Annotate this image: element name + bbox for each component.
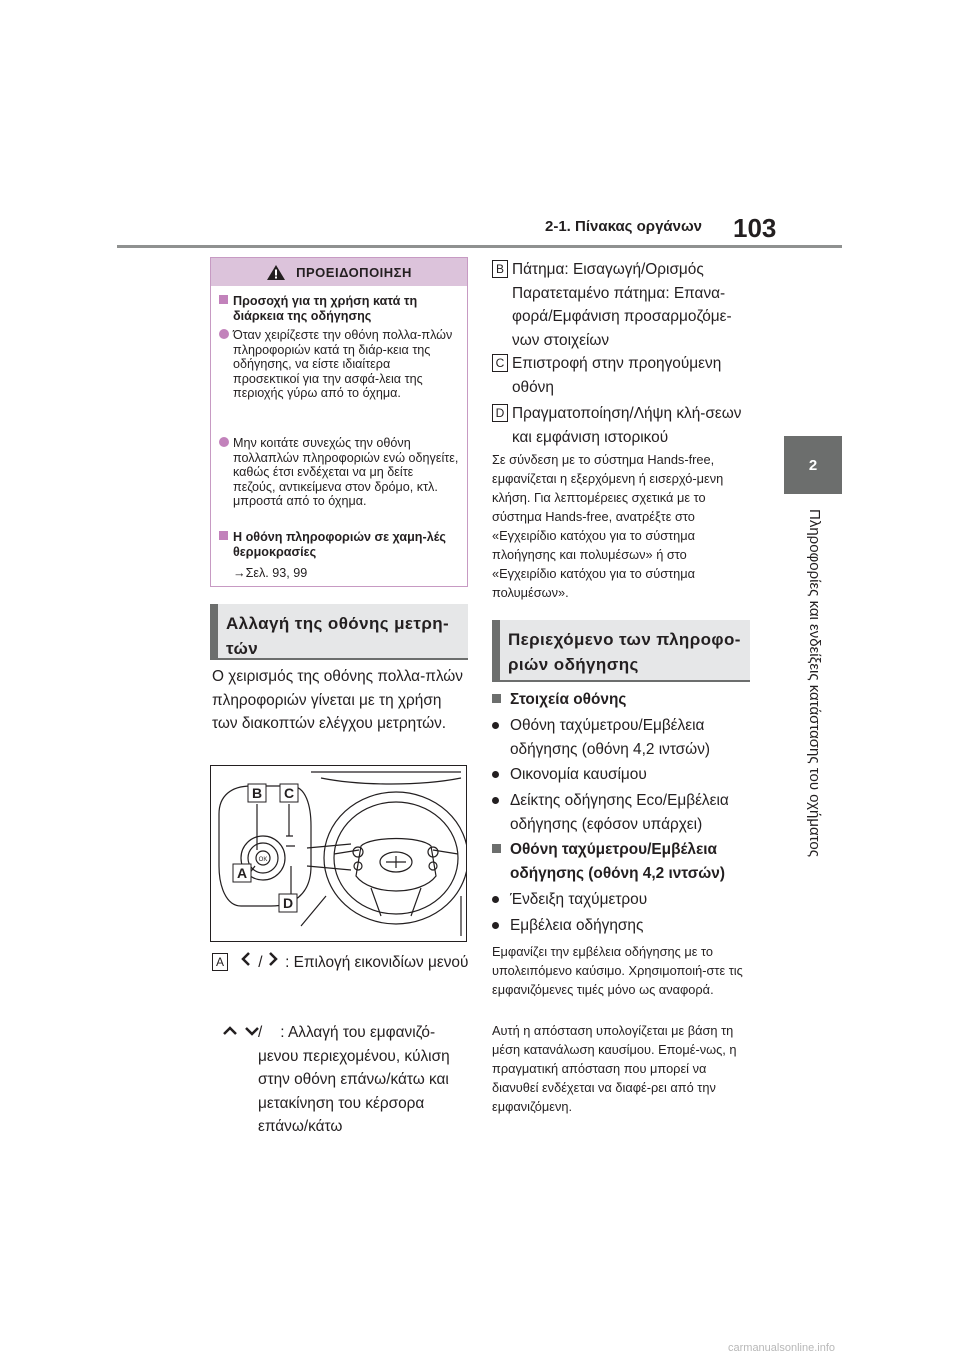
- warning-box: [210, 257, 468, 587]
- separator: /: [258, 954, 263, 971]
- label-a: A: [212, 953, 228, 971]
- intro-paragraph: Ο χειρισμός της οθόνης πολλα-πλών πληροφοριών γίνεται με τη χρήση των διακοπτών ελέγχου μετρητών.: [212, 668, 463, 732]
- sub-heading-speedometer: [492, 838, 750, 885]
- list-item-text: Δείκτης οδήγησης Eco/Εμβέλεια οδήγησης (εφόσον υπάρχει): [510, 792, 729, 833]
- warning-bullet-1: [219, 328, 459, 401]
- hands-free-note: Σε σύνδεση με το σύστημα Hands-free, εμφανίζεται η εξερχόμενη ή εισερχό-μενη κλήση. Για λεπτομέρειες σχετικά με το σύστημα Hands-free, ανατρέξτε στο «Εγχειρίδιο κατόχου για το σύστημα πλοήγησης και πολυμέσων» ή στο «Εγχειρίδιο κατόχου για το σύστημα πολυμέσων».: [492, 452, 724, 600]
- chevron-down-icon: [262, 1021, 280, 1045]
- square-marker-icon: [219, 531, 228, 540]
- chapter-tab: [784, 436, 842, 494]
- warning-ref: [219, 566, 459, 581]
- bullet-icon: [492, 797, 499, 804]
- list-item-text: Ένδειξη ταχύμετρου: [510, 891, 648, 908]
- figure-label-b: B: [251, 785, 263, 801]
- chapter-title-vertical: [806, 509, 833, 889]
- item-b: [492, 258, 750, 352]
- warning-header: [211, 258, 467, 286]
- item-c-text: Επιστροφή στην προηγούμενη οθόνη: [512, 355, 722, 396]
- range-note: Εμφανίζει την εμβέλεια οδήγησης με το υπολειπόμενο καύσιμο. Χρησιμοποιή-στε τις εμφανιζόμενες τιμές μόνο ως αναφορά.: [492, 944, 743, 997]
- list-item-text: Οθόνη ταχύμετρου/Εμβέλεια οδήγησης (οθόνη 4,2 ιντσών): [510, 717, 711, 758]
- bullet-icon: [492, 771, 499, 778]
- list-item-text: Οικονομία καυσίμου: [510, 766, 647, 783]
- item-d: [492, 402, 750, 449]
- sub-heading-2-text: Οθόνη ταχύμετρου/Εμβέλεια οδήγησης (οθόνη 4,2 ιντσών): [510, 841, 725, 882]
- bullet-icon: [492, 896, 499, 903]
- figure-label-a: A: [236, 865, 248, 881]
- chapter-title: Πληροφορίες και ενδείξεις κατάστασης του οχήματος: [806, 509, 823, 857]
- label-b: B: [492, 260, 508, 278]
- warning-bullet-2-text: Μην κοιτάτε συνεχώς την οθόνη πολλαπλών πληροφοριών ενώ οδηγείτε, καθώς έτσι ενδέχεται να μη δείτε πεζούς, αντικείμενα στον δρόμο, κτλ. μπροστά από το όχημα.: [233, 436, 459, 508]
- square-marker-icon: [492, 694, 501, 703]
- sub-heading-display-items: [492, 688, 750, 712]
- header-rule: [117, 245, 842, 248]
- item-b-text: Πάτημα: Εισαγωγή/Ορισμός Παρατεταμένο πάτημα: Επανα-φορά/Εμφάνιση προσαρμοζόμε-νων στοιχείων: [512, 261, 732, 349]
- list-item-text: Εμβέλεια οδήγησης: [510, 917, 644, 934]
- list-item: [492, 914, 750, 938]
- section-heading-text: Περιεχόμενο των πληροφο-ριών οδήγησης: [508, 630, 741, 674]
- figure-label-c: C: [283, 785, 295, 801]
- item-a-text-2: : Αλλαγή του εμφανιζό-μενου περιεχομένου, κύλιση στην οθόνη επάνω/κάτω και μετακίνηση του κέρσορα επάνω/κάτω: [258, 1024, 450, 1136]
- item-a: [212, 951, 470, 975]
- sub-heading-1-text: Στοιχεία οθόνης: [510, 691, 627, 708]
- warning-title: ΠΡΟΕΙΔΟΠΟΙΗΣΗ: [296, 264, 412, 280]
- list-item: [492, 888, 750, 912]
- item-d-text: Πραγματοποίηση/Λήψη κλή-σεων και εμφάνιση ιστορικού: [512, 405, 742, 446]
- section-title-header: 2-1. Πίνακας οργάνων: [545, 218, 702, 235]
- page-number: 103: [733, 213, 777, 243]
- item-c: [492, 352, 750, 399]
- list-item: [492, 714, 750, 761]
- square-marker-icon: [492, 844, 501, 853]
- square-marker-icon: [219, 295, 228, 304]
- warning-ref-text: →Σελ. 93, 99: [233, 566, 308, 580]
- item-a-second: / : Αλλαγή του εμφανιζό-μενου περιεχομένου, κύλιση στην οθόνη επάνω/κάτω και μετακίνηση του κέρσορα επάνω/κάτω: [240, 1021, 470, 1139]
- warning-bullet-1-text: Όταν χειρίζεστε την οθόνη πολλα-πλών πληροφοριών κατά τη διάρ-κεια της οδήγησης, να είστε ιδιαίτερα προσεκτικοί για την ασφά-λεια της περιοχής γύρω από το όχημα.: [233, 328, 453, 400]
- list-item: [492, 763, 750, 787]
- ok-knob-label: OK: [258, 857, 268, 863]
- round-marker-icon: [219, 329, 229, 339]
- chevron-right-icon: [267, 951, 281, 975]
- section-heading-driving-info: [492, 620, 750, 682]
- label-d: D: [492, 404, 508, 422]
- warning-heading-1-text: Προσοχή για τη χρήση κατά τη διάρκεια της οδήγησης: [233, 294, 418, 323]
- list-item: [492, 789, 750, 836]
- section-heading-text: Αλλαγή της οθόνης μετρη-τών: [226, 614, 450, 658]
- warning-bullet-2: [219, 436, 459, 509]
- chapter-number: 2: [808, 456, 818, 474]
- bullet-icon: [492, 922, 499, 929]
- steering-wheel-illustration: [211, 766, 466, 941]
- label-c: C: [492, 354, 508, 372]
- section-heading-meter-display: [210, 604, 468, 660]
- warning-heading-1: [219, 294, 459, 323]
- warning-triangle-icon: [266, 264, 286, 281]
- item-a-text-1: : Επιλογή εικονιδίων μενού: [285, 954, 469, 971]
- round-marker-icon: [219, 437, 229, 447]
- watermark: carmanualsonline.info: [728, 1342, 836, 1354]
- warning-heading-2: [219, 530, 459, 559]
- figure-label-d: D: [282, 895, 294, 911]
- bullet-icon: [492, 722, 499, 729]
- chevron-left-icon: [240, 951, 254, 975]
- steering-switch-figure: [210, 765, 467, 942]
- distance-note: Αυτή η απόσταση υπολογίζεται με βάση τη μέση κατανάλωση καυσίμου. Επομέ-νως, η πραγματική απόσταση που μπορεί να διανυθεί ενδέχεται να διαφέ-ρει από την εμφανιζόμενη.: [492, 1023, 737, 1114]
- warning-heading-2-text: Η οθόνη πληροφοριών σε χαμη-λές θερμοκρασίες: [233, 530, 446, 559]
